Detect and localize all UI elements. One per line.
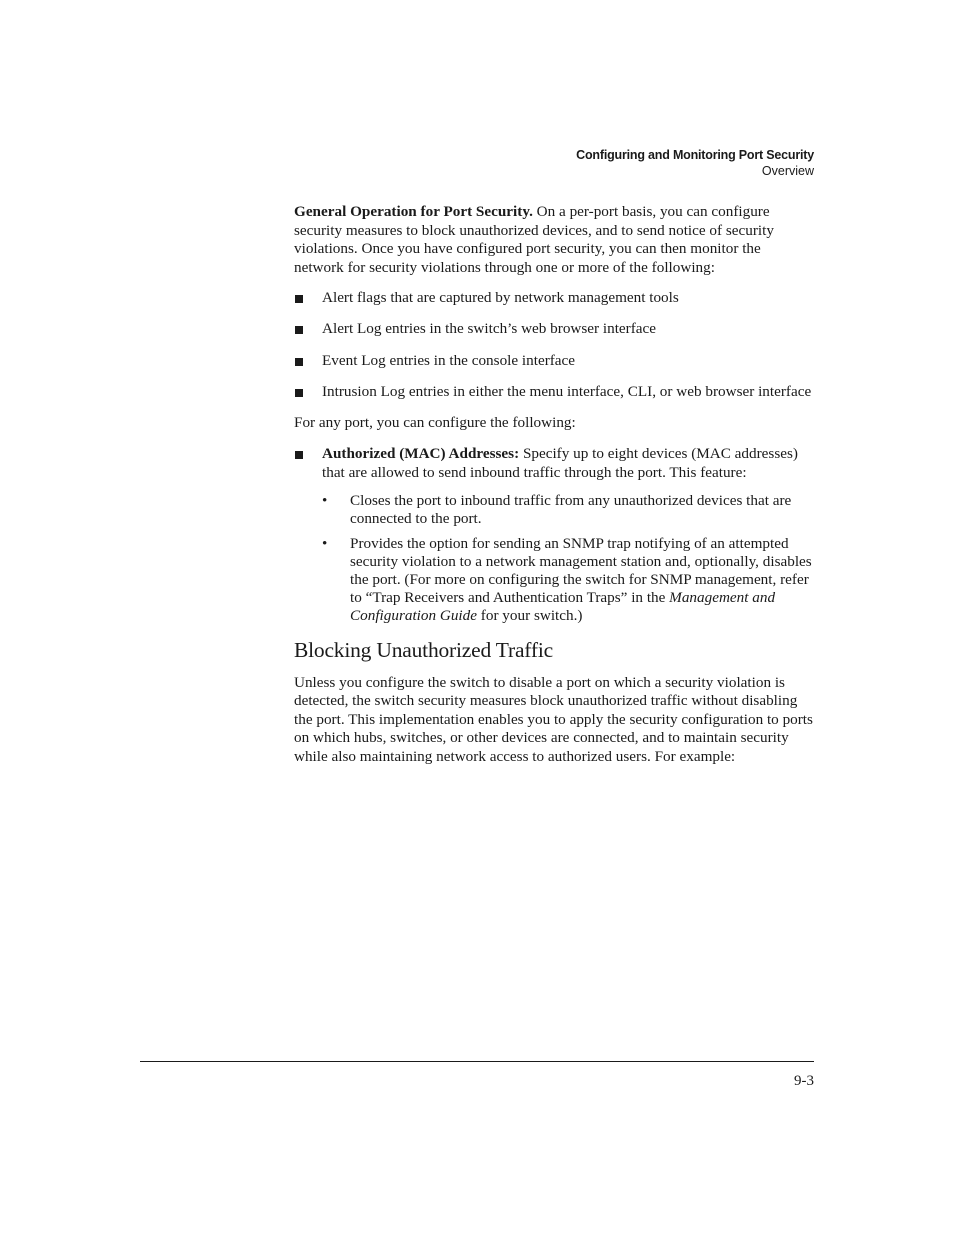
bullet-dot-icon: • <box>322 535 328 553</box>
section-title: Overview <box>761 164 814 178</box>
bullet-dot-icon: • <box>322 491 328 509</box>
chapter-title: Configuring and Monitoring Port Security <box>576 148 814 162</box>
authorized-text: Specify up to eight devices (MAC addresses) that are allowed to send inbound traffic through the port. This feature: <box>322 445 798 481</box>
square-bullet-icon <box>295 295 303 303</box>
feature-sublist <box>322 492 814 626</box>
square-bullet-icon <box>295 389 303 397</box>
list-item <box>294 289 814 308</box>
intro-lead: General Operation for Port Security. <box>294 203 533 220</box>
list-item-text: Intrusion Log entries in either the menu interface, CLI, or web browser interface <box>322 382 812 400</box>
blocking-paragraph: Unless you configure the switch to disable a port on which a security violation is detected, the switch security measures block unauthorized traffic without disabling the port. This implementation enables you to apply the security configuration to ports on which hubs, switches, or other devices are connected, and to maintain security while also maintaining network access to authorized users. For example: <box>294 673 813 765</box>
list-item-text: Alert flags that are captured by network management tools <box>322 289 679 307</box>
list-item <box>294 320 814 339</box>
page-number: 9-3 <box>794 1073 814 1089</box>
sub-item-text: Closes the port to inbound traffic from any unauthorized devices that are connected to the port. <box>350 491 792 527</box>
list-item <box>294 352 814 371</box>
intro-paragraph <box>294 203 814 277</box>
configure-intro: For any port, you can configure the following: <box>294 413 576 431</box>
sub-list-item <box>322 492 814 528</box>
square-bullet-icon <box>295 326 303 334</box>
list-item-authorized <box>294 445 814 625</box>
monitor-list <box>294 289 814 401</box>
list-item <box>294 383 814 402</box>
list-item-text: Alert Log entries in the switch’s web browser interface <box>322 320 657 338</box>
authorized-lead: Authorized (MAC) Addresses: <box>322 445 520 463</box>
sub-item-text-before: Provides the option for sending an SNMP trap notifying of an attempted security violation to a network management station and, optionally, disables the port. (For more on configuring the switch for SNMP management, refer to “Trap Receivers and Authentication Traps” in the <box>350 535 812 607</box>
sub-list-item <box>322 535 814 625</box>
intro-text: On a per-port basis, you can configure security measures to block unauthorized devices, and to send notice of security violations. Once you have configured port security, you can then monitor the network for security violations through one or more of the following: <box>294 203 774 276</box>
footer-rule <box>140 1061 814 1062</box>
section-heading: Blocking Unauthorized Traffic <box>294 638 553 663</box>
page-body <box>294 203 814 767</box>
running-head <box>576 147 814 179</box>
square-bullet-icon <box>295 451 303 459</box>
configure-list <box>294 445 814 625</box>
list-item-text: Event Log entries in the console interface <box>322 351 576 369</box>
square-bullet-icon <box>295 358 303 366</box>
sub-item-text-after: for your switch.) <box>477 607 583 625</box>
guide-title: Management and Configuration Guide <box>350 589 776 625</box>
